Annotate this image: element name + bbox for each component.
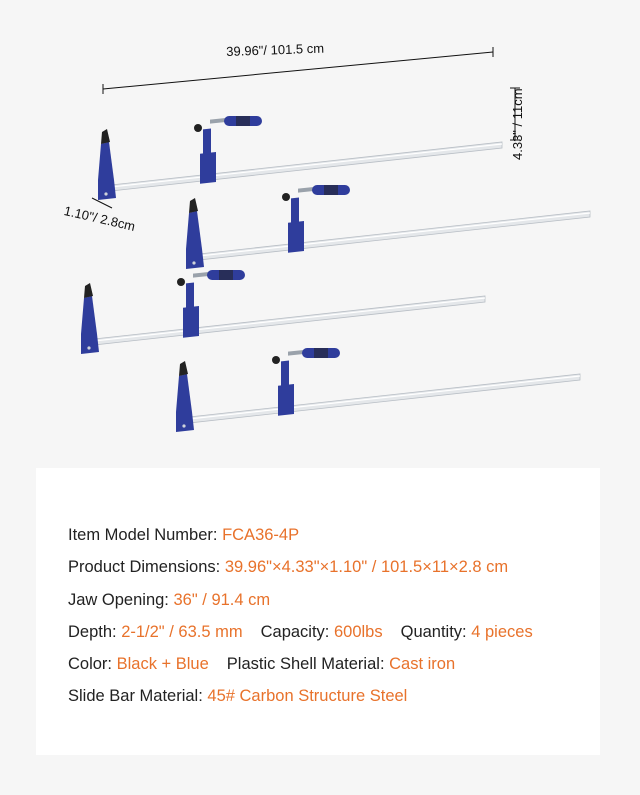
spec-jaw-value: 36" / 91.4 cm bbox=[173, 591, 271, 609]
depth-dimension-label: 1.10"/ 2.8cm bbox=[62, 203, 137, 234]
width-dimension-label: 39.96"/ 101.5 cm bbox=[226, 40, 325, 59]
spec-model bbox=[68, 526, 299, 545]
spec-slidebar-value: 45# Carbon Structure Steel bbox=[207, 687, 408, 705]
spec-dimensions-value: 39.96"×4.33"×1.10" / 101.5×11×2.8 cm bbox=[224, 558, 509, 576]
clamp-1 bbox=[98, 116, 502, 200]
clamp-4 bbox=[176, 348, 580, 432]
spec-capacity-label: Capacity: bbox=[260, 623, 334, 641]
spec-shell-value: Cast iron bbox=[389, 655, 456, 673]
spec-slidebar-label: Slide Bar Material: bbox=[68, 687, 208, 705]
spec-model-label: Item Model Number: bbox=[68, 526, 223, 544]
spec-depth-capacity-quantity bbox=[68, 623, 533, 642]
clamp-2 bbox=[186, 185, 590, 269]
spec-color-label: Color: bbox=[68, 655, 117, 673]
specifications-card bbox=[36, 468, 600, 755]
spec-shell-label: Plastic Shell Material: bbox=[226, 655, 390, 673]
spec-depth-value: 2-1/2" / 63.5 mm bbox=[121, 623, 243, 641]
spec-depth-label: Depth: bbox=[68, 623, 122, 641]
spec-color-value: Black + Blue bbox=[116, 655, 209, 673]
spec-jaw-label: Jaw Opening: bbox=[68, 591, 174, 609]
height-dimension-label: 4.33" / 11cm bbox=[510, 88, 525, 160]
spec-jaw-opening bbox=[68, 591, 270, 610]
spec-dimensions bbox=[68, 558, 508, 577]
spec-model-value: FCA36-4P bbox=[222, 526, 300, 544]
spec-color-shell bbox=[68, 655, 455, 674]
spec-capacity-value: 600lbs bbox=[333, 623, 383, 641]
spec-slide-bar bbox=[68, 687, 407, 706]
width-dimension-line bbox=[103, 52, 493, 89]
spec-quantity-label: Quantity: bbox=[400, 623, 472, 641]
clamp-3 bbox=[81, 270, 485, 354]
spec-quantity-value: 4 pieces bbox=[471, 623, 533, 641]
spec-dimensions-label: Product Dimensions: bbox=[68, 558, 225, 576]
